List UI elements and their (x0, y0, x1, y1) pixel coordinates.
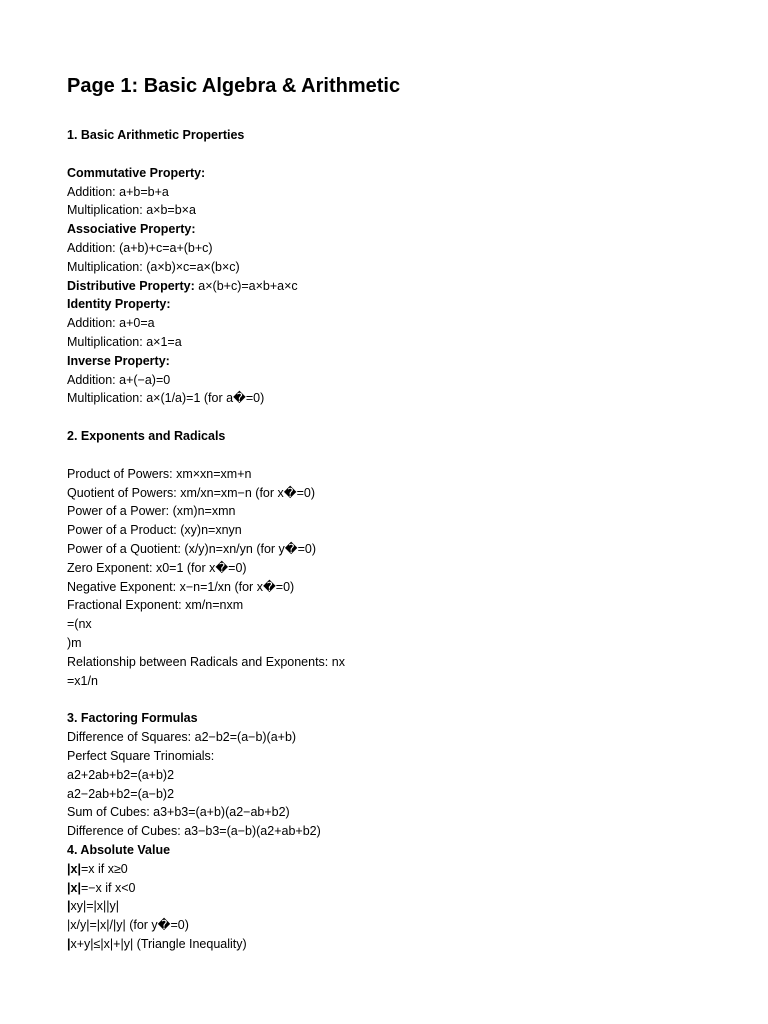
spacer (67, 446, 747, 465)
inverse-addition: Addition: a+(−a)=0 (67, 372, 171, 387)
identity-addition: Addition: a+0=a (67, 316, 155, 331)
spacer (67, 690, 747, 709)
section-heading-factoring: 3. Factoring Formulas (67, 711, 198, 726)
exponent-rule: Power of a Quotient: (x/y)n=xn/yn (for y�=0) (67, 541, 317, 556)
absolute-symbol: | (67, 899, 71, 914)
absolute-rule (67, 935, 747, 954)
section-heading-arithmetic: 1. Basic Arithmetic Properties (67, 128, 245, 142)
factoring-rule: a2−2ab+b2=(a−b)2 (67, 786, 175, 801)
absolute-symbol: |x| (67, 880, 81, 895)
distributive-label: Distributive Property: (67, 278, 195, 293)
commutative-addition: Addition: a+b=b+a (67, 184, 169, 199)
absolute-rule: |x/y|=|x|/|y| (for y�=0) (67, 918, 189, 933)
exponent-rule: )m (67, 635, 82, 650)
associative-addition: Addition: (a+b)+c=a+(b+c) (67, 240, 213, 255)
factoring-rule: Sum of Cubes: a3+b3=(a+b)(a2−ab+b2) (67, 805, 290, 820)
exponent-rule: =(nx (67, 617, 92, 632)
identity-multiplication: Multiplication: a×1=a (67, 334, 182, 349)
absolute-symbol: | (67, 937, 71, 952)
section-heading-absolute-value: 4. Absolute Value (67, 842, 171, 857)
distributive-line (67, 277, 747, 296)
associative-heading: Associative Property: (67, 222, 196, 237)
section-heading-exponents: 2. Exponents and Radicals (67, 428, 226, 443)
factoring-rule: Perfect Square Trinomials: (67, 748, 215, 763)
absolute-rule (67, 879, 747, 898)
inverse-multiplication: Multiplication: a×(1/a)=1 (for a�=0) (67, 391, 265, 406)
page-title: Page 1: Basic Algebra & Arithmetic (67, 75, 401, 97)
absolute-text: =−x if x<0 (80, 880, 136, 895)
absolute-text: xy|=|x||y| (70, 899, 120, 914)
exponent-rule: Relationship between Radicals and Exponents: nx (67, 654, 345, 669)
absolute-rule (67, 860, 747, 879)
document-page (67, 70, 747, 954)
identity-heading: Identity Property: (67, 297, 171, 312)
exponent-rule: Quotient of Powers: xm/xn=xm−n (for x�=0) (67, 485, 315, 500)
exponent-rule: =x1/n (67, 673, 98, 688)
absolute-symbol: |x| (67, 861, 81, 876)
spacer (67, 408, 747, 427)
exponent-rule: Negative Exponent: x−n=1/xn (for x�=0) (67, 579, 295, 594)
commutative-multiplication: Multiplication: a×b=b×a (67, 203, 196, 218)
commutative-heading: Commutative Property: (67, 165, 206, 180)
inverse-heading: Inverse Property: (67, 353, 170, 368)
exponent-rule: Product of Powers: xm×xn=xm+n (67, 466, 252, 481)
factoring-rule: Difference of Squares: a2−b2=(a−b)(a+b) (67, 730, 297, 745)
exponent-rule: Fractional Exponent: xm/n=nxm (67, 598, 244, 613)
associative-multiplication: Multiplication: (a×b)×c=a×(b×c) (67, 259, 240, 274)
absolute-text: x+y|≤|x|+|y| (Triangle Inequality) (70, 937, 247, 952)
absolute-text: =x if x≥0 (80, 861, 128, 876)
spacer (67, 145, 747, 164)
factoring-rule: a2+2ab+b2=(a+b)2 (67, 767, 175, 782)
exponent-rule: Power of a Product: (xy)n=xnyn (67, 523, 242, 538)
absolute-rule (67, 897, 747, 916)
factoring-rule: Difference of Cubes: a3−b3=(a−b)(a2+ab+b2) (67, 824, 321, 839)
distributive-value: a×(b+c)=a×b+a×c (194, 278, 298, 293)
exponent-rule: Zero Exponent: x0=1 (for x�=0) (67, 560, 247, 575)
exponent-rule: Power of a Power: (xm)n=xmn (67, 504, 236, 519)
